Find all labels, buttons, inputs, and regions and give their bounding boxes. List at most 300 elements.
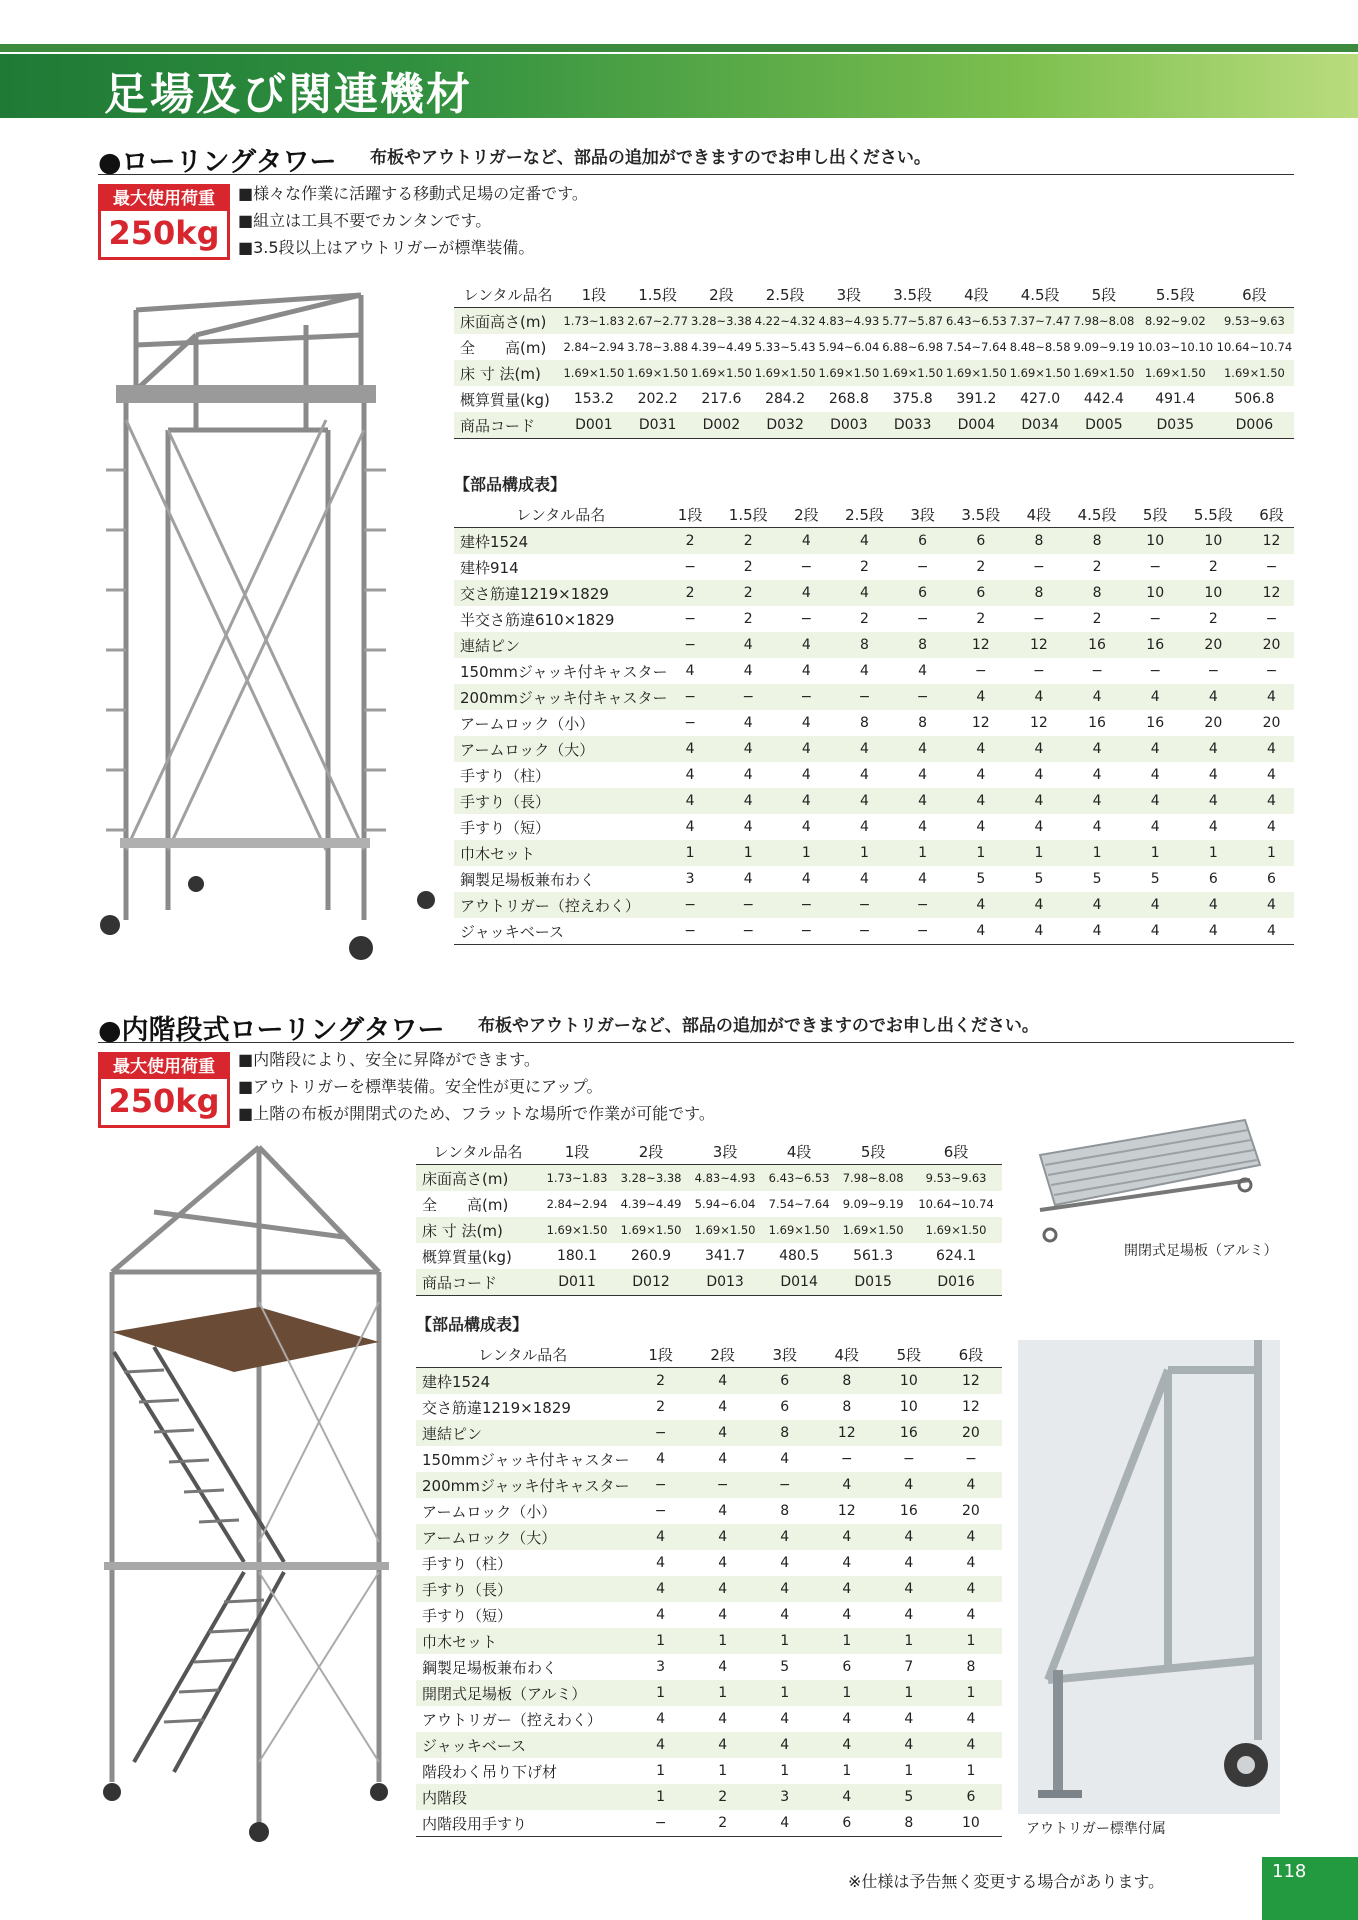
cell: D035	[1136, 412, 1215, 439]
cell: 4	[829, 528, 900, 555]
table-row	[454, 840, 1294, 866]
col-header: 1.5段	[626, 281, 690, 308]
section1-load-badge	[98, 184, 230, 260]
cell: 7.98~8.08	[1072, 308, 1136, 335]
cell: 153.2	[573, 391, 614, 407]
plank-caption: 開閉式足場板（アルミ）	[1124, 1243, 1278, 1259]
col-header: 5.5段	[1136, 281, 1215, 308]
cell: 4	[801, 715, 811, 731]
cell: 4	[718, 1451, 728, 1467]
cell: 16	[1146, 715, 1165, 731]
cell: −	[713, 684, 784, 710]
cell: 12	[940, 1368, 1002, 1395]
badge-value: 250kg	[108, 214, 220, 252]
table-row	[454, 360, 1294, 386]
cell: 4	[1178, 736, 1249, 762]
cell: 1	[940, 1628, 1002, 1654]
cell: 10.64~10.74	[1216, 340, 1293, 354]
cell: 2	[976, 611, 986, 627]
section2-note: 布板やアウトリガーなど、部品の追加ができますのでお申し出ください。	[478, 1016, 1039, 1036]
cell: 480.5	[779, 1248, 820, 1264]
cell: 8	[1061, 528, 1132, 555]
table-row	[454, 866, 1294, 892]
cell: −	[829, 892, 900, 918]
badge-value: 250kg	[108, 1082, 220, 1120]
cell: 4	[1150, 819, 1160, 835]
cell: 4	[685, 819, 695, 835]
cell: 8	[878, 1810, 940, 1837]
cell: 6	[900, 580, 945, 606]
cell: 1	[1061, 840, 1132, 866]
cell: 624.1	[936, 1248, 977, 1264]
cell: 3	[656, 1659, 666, 1675]
col-header: 4段	[945, 281, 1009, 308]
cell: −	[974, 663, 987, 679]
cell: −	[1091, 663, 1103, 679]
cell: 4	[784, 632, 829, 658]
cell: 5	[1092, 871, 1102, 887]
cell: 1	[878, 1680, 940, 1706]
table-row	[416, 1628, 1002, 1654]
cell: 561.3	[853, 1248, 894, 1264]
cell: 4	[816, 1576, 878, 1602]
table-row	[454, 308, 1294, 335]
cell: 1	[878, 1628, 940, 1654]
cell: 4	[743, 663, 753, 679]
cell: −	[1033, 663, 1045, 679]
cell: −	[668, 918, 713, 945]
cell: D015	[836, 1269, 910, 1296]
cell: 8	[829, 632, 900, 658]
cell: −	[900, 892, 945, 918]
cell: −	[902, 1451, 915, 1467]
cell: 4	[1249, 892, 1294, 918]
cell: 4	[692, 1368, 754, 1395]
cell: 268.8	[828, 391, 869, 407]
cell: 4	[754, 1810, 816, 1837]
cell: 8	[1061, 580, 1132, 606]
cell: 4	[713, 632, 784, 658]
cell: 5.94~6.04	[694, 1197, 756, 1211]
table-row	[454, 658, 1294, 684]
cell: 1	[630, 1680, 692, 1706]
cell: 2	[1208, 611, 1218, 627]
cell: 1	[754, 1680, 816, 1706]
cell: 4	[829, 788, 900, 814]
cell: −	[829, 684, 900, 710]
section1-title: ●ローリングタワー	[98, 147, 337, 178]
cell: 4	[1249, 788, 1294, 814]
cell: 10.64~10.74	[918, 1197, 994, 1211]
cell: 1.73~1.83	[562, 308, 626, 335]
cell: 4	[692, 1576, 754, 1602]
cell: 1	[668, 840, 713, 866]
col-header: 4.5段	[1008, 281, 1072, 308]
cell: 1	[754, 1628, 816, 1654]
cell: 4	[780, 1451, 790, 1467]
cell: 10	[878, 1368, 940, 1395]
cell: 4	[966, 1711, 976, 1727]
cell: 4	[878, 1576, 940, 1602]
cell: 8	[918, 715, 928, 731]
cell: 4	[801, 767, 811, 783]
table-row	[416, 1243, 1002, 1269]
cell: 5.94~6.04	[818, 340, 880, 354]
col-header: 5段	[836, 1138, 910, 1165]
row-label: 連結ピン	[416, 1420, 630, 1446]
row-label: ジャッキベース	[416, 1732, 630, 1758]
cell: 6.43~6.53	[762, 1165, 836, 1192]
cell: 4	[1061, 918, 1132, 945]
row-label: アームロック（小）	[460, 714, 595, 733]
feature-item: ■様々な作業に活躍する移動式足場の定番です。	[238, 184, 588, 203]
table-row	[416, 1269, 1002, 1296]
feature-item: ■内階段により、安全に昇降ができます。	[238, 1050, 540, 1069]
cell: 4	[1061, 892, 1132, 918]
row-label: アームロック（小）	[422, 1502, 557, 1521]
cell: 1	[842, 1763, 852, 1779]
row-label: 内階段用手すり	[416, 1810, 630, 1837]
col-header: 1.5段	[713, 501, 784, 528]
cell: −	[784, 892, 829, 918]
table-row	[454, 632, 1294, 658]
cell: 4	[1092, 819, 1102, 835]
cell: 4	[918, 767, 928, 783]
cell: −	[916, 559, 929, 575]
cell: 5	[878, 1784, 940, 1810]
section2-spec-table	[416, 1138, 1002, 1296]
table-row	[416, 1368, 1002, 1395]
cell: 1	[718, 1763, 728, 1779]
cell: 4	[904, 1555, 914, 1571]
cell: 4	[718, 1607, 728, 1623]
cell: 4	[878, 1524, 940, 1550]
cell: 1	[656, 1763, 666, 1779]
cell: −	[713, 892, 784, 918]
cell: 6	[1208, 871, 1218, 887]
cell: 202.2	[637, 391, 678, 407]
cell: 4	[743, 819, 753, 835]
cell: 491.4	[1155, 391, 1196, 407]
cell: 10	[1178, 580, 1249, 606]
col-header: 4段	[762, 1138, 836, 1165]
col-header: 2.5段	[829, 501, 900, 528]
table-row	[454, 386, 1294, 412]
section2-header	[98, 1008, 1294, 1046]
row-label: 連結ピン	[454, 632, 668, 658]
cell: 4	[801, 819, 811, 835]
cell: 4	[945, 918, 1016, 945]
cell: −	[900, 918, 945, 945]
cell: 1	[904, 1763, 914, 1779]
cell: 3.28~3.38	[690, 308, 754, 335]
cell: 4	[780, 1711, 790, 1727]
cell: 1	[816, 1680, 878, 1706]
cell: 4.39~4.49	[690, 340, 752, 354]
outrigger-photo	[1018, 1340, 1280, 1814]
col-header: 1段	[668, 501, 713, 528]
cell: 1.69×1.50	[1072, 360, 1136, 386]
cell: 4	[1208, 767, 1218, 783]
table-row	[416, 1446, 1002, 1472]
cell: 4	[754, 1732, 816, 1758]
feature-item: ■アウトリガーを標準装備。安全性が更にアップ。	[238, 1077, 603, 1096]
cell: 4	[816, 1732, 878, 1758]
cell: 4	[780, 1607, 790, 1623]
cell: 5	[976, 871, 986, 887]
col-header: 4段	[816, 1341, 878, 1368]
cell: 217.6	[701, 391, 742, 407]
cell: −	[754, 1472, 816, 1498]
col-header: レンタル品名	[416, 1341, 630, 1368]
cell: 4	[945, 892, 1016, 918]
cell: 4	[976, 767, 986, 783]
cell: 4	[940, 1524, 1002, 1550]
page-title: 足場及び関連機材	[104, 69, 472, 120]
cell: 2	[713, 528, 784, 555]
cell: 12	[1249, 528, 1294, 555]
section1-note: 布板やアウトリガーなど、部品の追加ができますのでお申し出ください。	[370, 148, 931, 168]
cell: 4	[784, 788, 829, 814]
cell: 4	[656, 1711, 666, 1727]
table-row	[454, 736, 1294, 762]
cell: 1	[966, 1763, 976, 1779]
cell: 4	[918, 663, 928, 679]
cell: −	[1265, 611, 1278, 627]
cell: 1.69×1.50	[562, 360, 626, 386]
cell: 4	[630, 1576, 692, 1602]
cell: 4	[829, 580, 900, 606]
cell: −	[840, 1451, 853, 1467]
cell: 4	[801, 871, 811, 887]
section2-parts-table	[416, 1341, 1002, 1837]
cell: −	[684, 611, 696, 627]
table-row	[454, 580, 1294, 606]
cell: 9.53~9.63	[910, 1165, 1002, 1192]
cell: 7.98~8.08	[836, 1165, 910, 1192]
cell: 4	[904, 1711, 914, 1727]
cell: 8	[1016, 580, 1061, 606]
cell: 8	[780, 1503, 790, 1519]
col-header: レンタル品名	[454, 501, 668, 528]
cell: 4	[1249, 684, 1294, 710]
row-label: 手すり（長）	[454, 788, 668, 814]
table-row	[416, 1550, 1002, 1576]
cell: 12	[816, 1420, 878, 1446]
row-label: 巾木セット	[454, 840, 668, 866]
cell: 4	[1267, 819, 1276, 835]
col-header: 5段	[1133, 501, 1178, 528]
cell: 2	[743, 559, 753, 575]
row-label: 商品コード	[454, 412, 562, 439]
cell: 4	[940, 1576, 1002, 1602]
cell: 6	[945, 580, 1016, 606]
cell: 1	[692, 1680, 754, 1706]
cell: 3	[754, 1784, 816, 1810]
col-header: レンタル品名	[454, 281, 562, 308]
cell: 442.4	[1083, 391, 1124, 407]
cell: 5	[1150, 871, 1160, 887]
row-label: 建枠914	[460, 558, 519, 577]
cell: 1	[829, 840, 900, 866]
cell: 3	[685, 871, 695, 887]
row-label: 床 寸 法(m)	[416, 1217, 540, 1243]
table-row	[454, 814, 1294, 840]
cell: 4	[1249, 918, 1294, 945]
cell: D011	[540, 1269, 614, 1296]
cell: −	[668, 684, 713, 710]
cell: 4	[816, 1524, 878, 1550]
cell: D031	[626, 412, 690, 439]
cell: 4	[1034, 767, 1044, 783]
col-header: 3段	[688, 1138, 762, 1165]
cell: −	[784, 684, 829, 710]
cell: 4	[860, 819, 869, 835]
row-label: 内階段	[416, 1784, 630, 1810]
cell: −	[630, 1472, 692, 1498]
cell: 2	[743, 611, 753, 627]
cell: 4	[940, 1472, 1002, 1498]
cell: 180.1	[556, 1248, 598, 1264]
cell: 20	[1262, 715, 1281, 731]
top-rule	[0, 44, 1358, 52]
cell: 1.69×1.50	[690, 360, 754, 386]
table-row	[454, 528, 1294, 555]
cell: 8	[860, 715, 869, 731]
cell: −	[965, 1451, 977, 1467]
cell: 1	[1133, 840, 1178, 866]
cell: −	[668, 632, 713, 658]
row-label: 全 高(m)	[422, 1195, 509, 1214]
cell: −	[630, 1420, 692, 1446]
cell: 2	[630, 1368, 692, 1395]
folding-plank-photo	[1020, 1110, 1270, 1260]
cell: D013	[688, 1269, 762, 1296]
cell: D005	[1072, 412, 1136, 439]
col-header: 1段	[562, 281, 626, 308]
cell: 1	[1016, 840, 1061, 866]
cell: 4	[842, 1711, 852, 1727]
cell: −	[900, 684, 945, 710]
col-header: 1段	[630, 1341, 692, 1368]
cell: 4	[966, 1555, 976, 1571]
cell: 2	[976, 559, 986, 575]
cell: −	[1033, 559, 1045, 575]
col-header: 6段	[1249, 501, 1294, 528]
cell: 12	[962, 1399, 980, 1415]
col-header: 5.5段	[1178, 501, 1249, 528]
cell: 1.69×1.50	[881, 360, 945, 386]
cell: 6	[780, 1399, 790, 1415]
cell: 6	[940, 1784, 1002, 1810]
cell: 7.54~7.64	[945, 340, 1007, 354]
col-header: 2段	[692, 1341, 754, 1368]
cell: D034	[1008, 412, 1072, 439]
cell: 8.92~9.02	[1136, 308, 1215, 335]
cell: 2	[713, 580, 784, 606]
cell: 1	[1178, 840, 1249, 866]
cell: 1	[630, 1784, 692, 1810]
cell: 4	[945, 736, 1016, 762]
cell: 1	[713, 840, 784, 866]
cell: −	[684, 715, 696, 731]
cell: 5.77~5.87	[881, 308, 945, 335]
cell: 4	[918, 819, 928, 835]
cell: 4	[1016, 736, 1061, 762]
cell: 4	[784, 736, 829, 762]
cell: 506.8	[1234, 391, 1275, 407]
cell: 16	[1133, 632, 1178, 658]
cell: 5.33~5.43	[754, 340, 816, 354]
cell: 2.84~2.94	[563, 340, 625, 354]
cell: 20	[1178, 632, 1249, 658]
feature-item: ■上階の布板が開閉式のため、フラットな場所で作業が可能です。	[238, 1104, 715, 1123]
cell: 4	[842, 1607, 852, 1623]
cell: 4	[816, 1784, 878, 1810]
cell: −	[630, 1810, 692, 1837]
cell: 20	[940, 1420, 1002, 1446]
row-label: 手すり（柱）	[460, 766, 551, 785]
cell: 4	[754, 1524, 816, 1550]
table-row	[454, 892, 1294, 918]
cell: 4	[743, 715, 753, 731]
page-number: 118	[1272, 1861, 1307, 1882]
cell: 284.2	[765, 391, 806, 407]
cell: 4	[878, 1732, 940, 1758]
row-label: 概算質量(kg)	[460, 390, 550, 409]
cell: D002	[690, 412, 754, 439]
cell: 12	[1249, 580, 1294, 606]
row-label: アウトリガー（控えわく）	[454, 892, 668, 918]
cell: 2	[692, 1810, 754, 1837]
cell: 4	[668, 788, 713, 814]
cell: 4	[718, 1555, 728, 1571]
table-row	[454, 710, 1294, 736]
row-label: 交さ筋違1219×1829	[422, 1398, 571, 1417]
cell: 4.83~4.93	[688, 1165, 762, 1192]
cell: 12	[1030, 715, 1048, 731]
table-row	[416, 1680, 1002, 1706]
row-label: 床面高さ(m)	[416, 1165, 540, 1192]
cell: 1.69×1.50	[762, 1217, 836, 1243]
col-header: 3.5段	[945, 501, 1016, 528]
table-row	[416, 1217, 1002, 1243]
cell: 2	[692, 1784, 754, 1810]
section2-parts-label: 【部品構成表】	[416, 1315, 529, 1334]
row-label: 手すり（短）	[422, 1606, 513, 1625]
cell: 4	[713, 788, 784, 814]
cell: 4	[1178, 892, 1249, 918]
cell: D003	[817, 412, 881, 439]
row-label: アウトリガー（控えわく）	[422, 1710, 602, 1729]
cell: 1	[630, 1628, 692, 1654]
cell: −	[1207, 663, 1220, 679]
col-header: 2段	[614, 1138, 688, 1165]
row-label: 鋼製足場板兼布わく	[460, 870, 596, 889]
col-header: 5段	[1072, 281, 1136, 308]
row-label: アームロック（大）	[416, 1524, 630, 1550]
cell: D033	[881, 412, 945, 439]
table-row	[416, 1758, 1002, 1784]
cell: 8	[754, 1420, 816, 1446]
cell: 12	[945, 632, 1016, 658]
cell: 2	[1092, 611, 1102, 627]
cell: 7	[904, 1659, 914, 1675]
cell: 375.8	[892, 391, 933, 407]
table-row	[416, 1524, 1002, 1550]
cell: 4	[1208, 819, 1218, 835]
cell: 4	[1061, 736, 1132, 762]
